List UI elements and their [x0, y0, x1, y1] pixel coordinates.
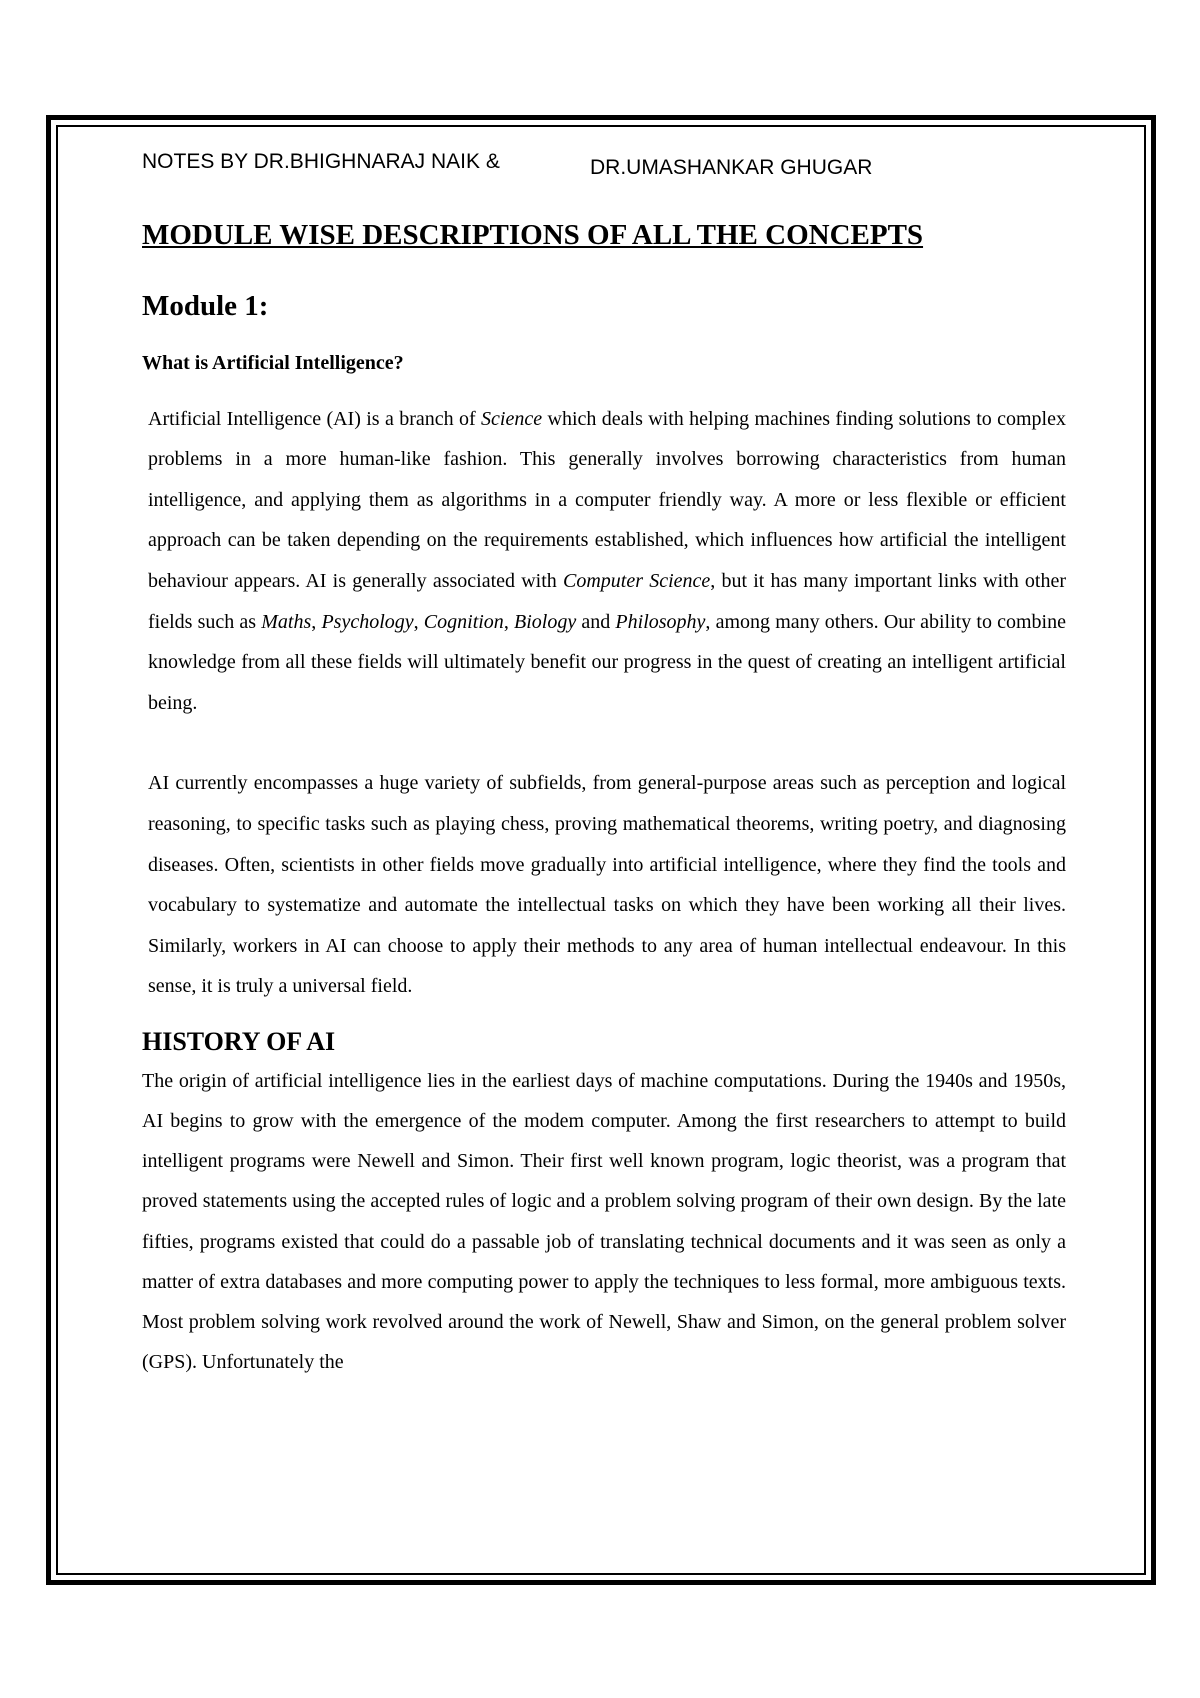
history-heading: HISTORY OF AI — [142, 1026, 336, 1056]
module-heading: Module 1: — [142, 289, 269, 322]
paragraph-ai-definition: Artificial Intelligence (AI) is a branch of Science which deals with helping machines finding solutions to complex problems in a more human-like fashion. This generally involves borrowing characteristics from human intelligence, and applying them as algorithms in a computer friendly way. A more or less flexible or efficient approach can be taken depending on the requirements established, which influences how artificial the intelligent behaviour appears. AI is generally associated with Computer Science, but it has many important links with other fields such as Maths, Psychology, Cognition, Biology and Philosophy, among many others. Our ability to combine knowledge from all these fields will ultimately benefit our progress in the quest of creating an intelligent artificial being. — [148, 407, 1066, 714]
document-title: MODULE WISE DESCRIPTIONS OF ALL THE CONCEPTS — [142, 219, 924, 251]
section-question: What is Artificial Intelligence? — [142, 351, 404, 374]
notes-coauthor: DR.UMASHANKAR GHUGAR — [590, 156, 873, 179]
notes-header — [142, 146, 1066, 180]
paragraph-ai-history: The origin of artificial intelligence lies in the earliest days of machine computations. During the 1940s and 1950s, AI begins to grow with the emergence of the modem computer. Among the first researchers to attempt to build intelligent programs were Newell and Simon. Their first well known program, logic theorist, was a program that proved statements using the accepted rules of logic and a problem solving program of their own design. By the late fifties, programs existed that could do a passable job of translating technical documents and it was seen as only a matter of extra databases and more computing power to apply the techniques to less formal, more ambiguous texts. Most problem solving work revolved around the work of Newell, Shaw and Simon, on the general problem solver (GPS). Unfortunately the — [142, 1069, 1066, 1374]
notes-author: NOTES BY DR.BHIGHNARAJ NAIK & — [142, 150, 500, 173]
paragraph-ai-subfields: AI currently encompasses a huge variety of subfields, from general-purpose areas such as perception and logical reasoning, to specific tasks such as playing chess, proving mathematical theorems, writing poetry, and diagnosing diseases. Often, scientists in other fields move gradually into artificial intelligence, where they find the tools and vocabulary to systematize and automate the intellectual tasks on which they have been working all their lives. Similarly, workers in AI can choose to apply their methods to any area of human intellectual endeavour. In this sense, it is truly a universal field. — [148, 772, 1066, 998]
document-body — [142, 146, 1066, 1382]
